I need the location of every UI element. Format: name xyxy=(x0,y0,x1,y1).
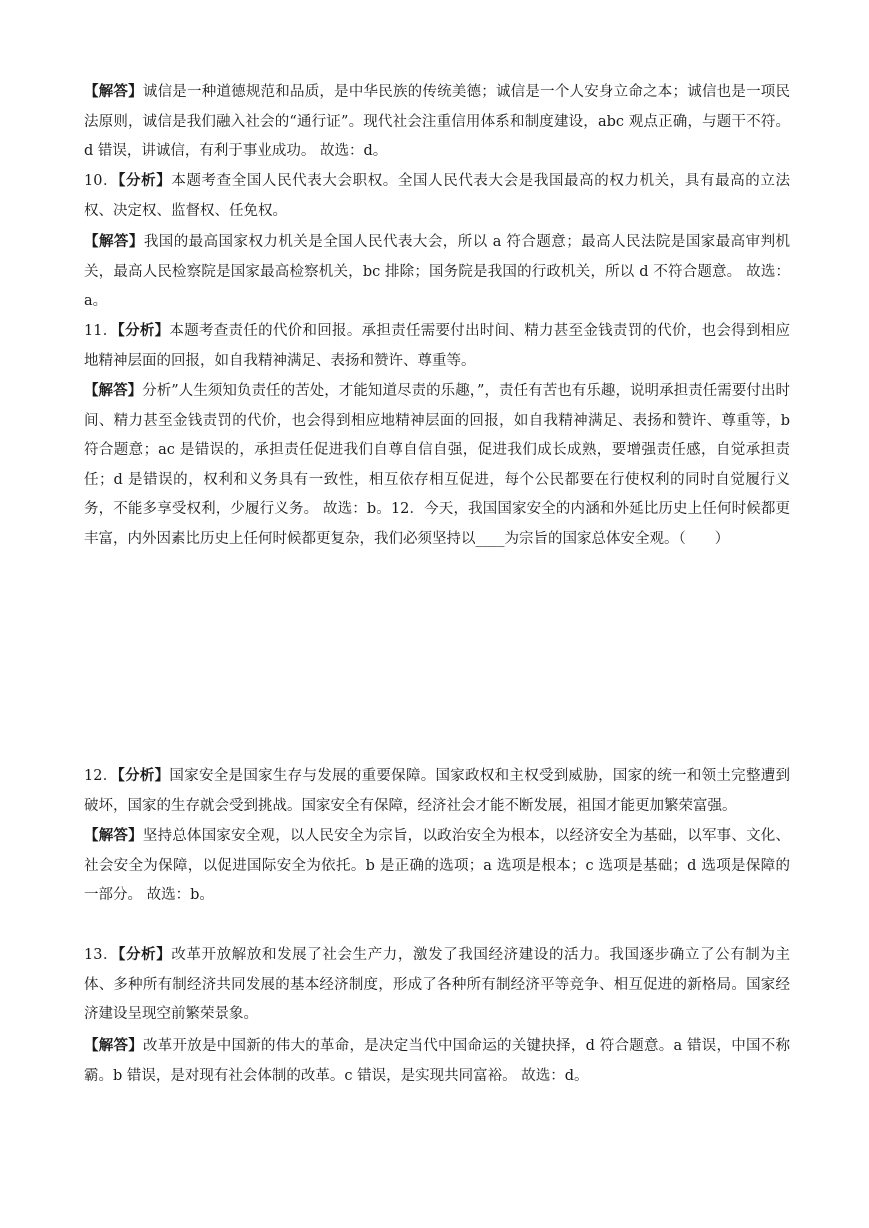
paragraph-text: 本题考查责任的代价和回报。承担责任需要付出时间、精力甚至金钱责罚的代价，也会得到相应地精神层面的回报，如自我精神满足、表扬和赞许、尊重等。 xyxy=(84,323,791,369)
solution-tag: 【解答】 xyxy=(84,1037,144,1054)
answer-11-solution xyxy=(84,376,790,554)
paragraph-text: 改革开放是中国新的伟大的革命，是决定当代中国命运的关键抉择，d 符合题意。a 错误，中国不称霸。b 错误，是对现有社会体制的改革。c 错误，是实现共同富裕。 故选：d。 xyxy=(84,1038,790,1084)
answer-9-solution xyxy=(84,77,790,167)
answer-11-analysis xyxy=(84,316,790,376)
solution-tag: 【解答】 xyxy=(84,382,143,399)
question-number: 13． xyxy=(84,947,119,963)
paragraph-text: 诚信是一种道德规范和品质，是中华民族的传统美德；诚信是一个人安身立命之本；诚信也是一项民法原则，诚信是我们融入社会的“通行证”。现代社会注重信用体系和制度建设，abc 观点正确，与题干不符。d 错误，讲诚信，有利于事业成功。 故选：d。 xyxy=(84,84,791,159)
paragraph-text: 本题考查全国人民代表大会职权。全国人民代表大会是我国最高的权力机关，具有最高的立法权、决定权、监督权、任免权。 xyxy=(84,173,791,219)
answer-12-solution xyxy=(84,821,790,911)
answer-10-solution xyxy=(84,227,790,317)
paragraph-text: 国家安全是国家生存与发展的重要保障。国家政权和主权受到威胁，国家的统一和领土完整遭到破坏，国家的生存就会受到挑战。国家安全有保障，经济社会才能不断发展，祖国才能更加繁荣富强。 xyxy=(84,768,791,814)
answer-13-solution xyxy=(84,1031,790,1091)
paragraph-text: 我国的最高国家权力机关是全国人民代表大会，所以 a 符合题意；最高人民法院是国家最高审判机关，最高人民检察院是国家最高检察机关，bc 排除；国务院是我国的行政机关，所以 d 不符合题意。 故选：a。 xyxy=(84,234,791,309)
analysis-tag: 【分析】 xyxy=(118,946,172,963)
answer-13-analysis xyxy=(84,940,790,1030)
solution-tag: 【解答】 xyxy=(84,83,143,100)
answer-12-analysis xyxy=(84,761,790,821)
analysis-tag: 【分析】 xyxy=(118,172,172,189)
question-number: 12． xyxy=(84,768,118,784)
solution-tag: 【解答】 xyxy=(84,827,143,844)
analysis-tag: 【分析】 xyxy=(117,767,170,784)
answer-10-analysis xyxy=(84,166,790,226)
solution-tag: 【解答】 xyxy=(84,233,144,250)
analysis-tag: 【分析】 xyxy=(117,322,170,339)
question-number: 10． xyxy=(84,173,119,189)
paragraph-text: 坚持总体国家安全观，以人民安全为宗旨，以政治安全为根本，以经济安全为基础，以军事、文化、社会安全为保障，以促进国际安全为依托。b 是正确的选项；a 选项是根本；c 选项是基础；d 选项是保障的一部分。 故选：b。 xyxy=(84,828,791,903)
question-number: 11． xyxy=(84,323,118,339)
paragraph-text: 分析”人生须知负责任的苦处，才能知道尽责的乐趣，”，责任有苦也有乐趣，说明承担责任需要付出时间、精力甚至金钱责罚的代价，也会得到相应地精神层面的回报，如自我精神满足、表扬和赞许、尊重等，b 符合题意；ac 是错误的，承担责任促进我们自尊自信自强，促进我们成长成熟，要增强责任感，自觉承担责任；d 是错误的，权利和义务具有一致性，相互依存相互促进，每个公民都要在行使权利的同时自觉履行义务，不能多享受权利，少履行义务。 故选：b。12．今天，我国国家安全的内涵和外延比历史上任何时候都更丰富，内外因素比历史上任何时候都更复杂，我们必须坚持以____为宗旨的国家总体安全观。（ ） xyxy=(84,383,790,547)
paragraph-text: 改革开放解放和发展了社会生产力，激发了我国经济建设的活力。我国逐步确立了公有制为主体、多种所有制经济共同发展的基本经济制度，形成了各种所有制经济平等竞争、相互促进的新格局。国家经济建设呈现空前繁荣景象。 xyxy=(84,947,791,1022)
